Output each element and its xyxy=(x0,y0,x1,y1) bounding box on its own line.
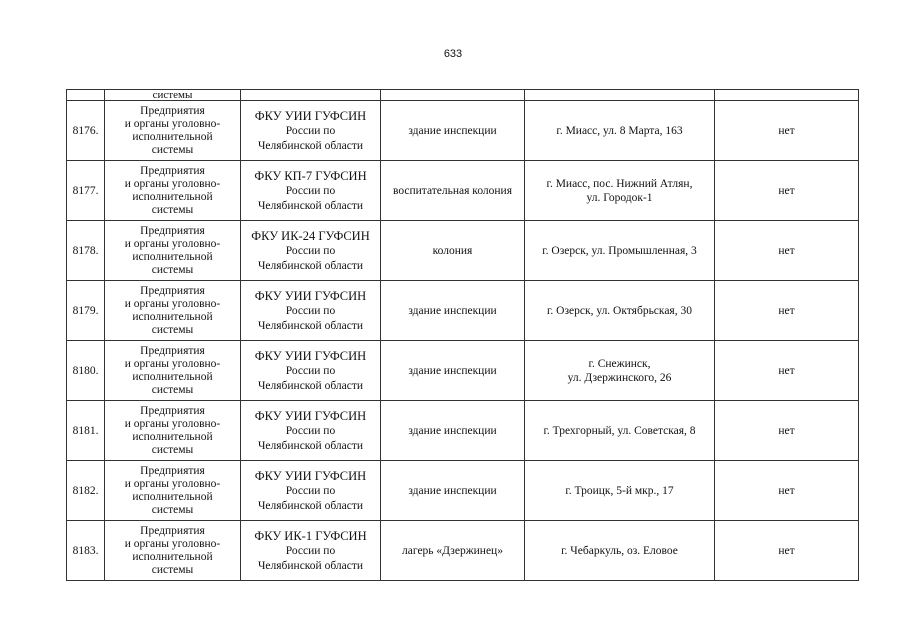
address-cell xyxy=(525,221,715,281)
row-number: 8177. xyxy=(67,161,105,221)
category-cell xyxy=(105,461,241,521)
address-cell xyxy=(525,521,715,581)
row-number: 8181. xyxy=(67,401,105,461)
status-cell: нет xyxy=(715,101,859,161)
organization-cell xyxy=(241,101,381,161)
organization-cell xyxy=(241,221,381,281)
organization-line: России по xyxy=(285,244,336,257)
organization-line: ФКУ ИК-1 ГУФСИН xyxy=(254,528,367,543)
continuation-address-cell xyxy=(525,90,715,101)
category-line: Предприятия xyxy=(140,224,205,237)
category-line: Предприятия xyxy=(140,344,205,357)
category-line: и органы уголовно- xyxy=(124,417,221,430)
address-line: ул. Городок-1 xyxy=(586,191,653,204)
category-cell xyxy=(105,281,241,341)
category-line: и органы уголовно- xyxy=(124,117,221,130)
address-line: г. Чебаркуль, оз. Еловое xyxy=(561,544,678,557)
organization-line: Челябинской области xyxy=(257,499,364,512)
table-row xyxy=(67,401,859,461)
address-line: ул. Дзержинского, 26 xyxy=(567,371,672,384)
category-line: системы xyxy=(151,143,194,156)
category-line: Предприятия xyxy=(140,464,205,477)
continuation-org-cell xyxy=(241,90,381,101)
object-cell: колония xyxy=(381,221,525,281)
status-cell: нет xyxy=(715,461,859,521)
organization-line: России по xyxy=(285,184,336,197)
category-cell xyxy=(105,521,241,581)
category-cell xyxy=(105,221,241,281)
category-line: и органы уголовно- xyxy=(124,537,221,550)
organization-cell xyxy=(241,341,381,401)
organization-line: Челябинской области xyxy=(257,199,364,212)
status-cell: нет xyxy=(715,281,859,341)
category-line: системы xyxy=(151,323,194,336)
object-cell: лагерь «Дзержинец» xyxy=(381,521,525,581)
organization-line: России по xyxy=(285,424,336,437)
row-number: 8180. xyxy=(67,341,105,401)
category-line: Предприятия xyxy=(140,104,205,117)
category-line: и органы уголовно- xyxy=(124,477,221,490)
category-line: исполнительной xyxy=(132,430,213,443)
organization-line: ФКУ УИИ ГУФСИН xyxy=(254,408,367,423)
status-cell: нет xyxy=(715,161,859,221)
organization-line: ФКУ УИИ ГУФСИН xyxy=(254,468,367,483)
category-line: и органы уголовно- xyxy=(124,297,221,310)
table-row xyxy=(67,101,859,161)
category-line: исполнительной xyxy=(132,190,213,203)
address-line: г. Трехгорный, ул. Советская, 8 xyxy=(543,424,696,437)
category-line: системы xyxy=(151,563,194,576)
category-line: и органы уголовно- xyxy=(124,357,221,370)
category-cell xyxy=(105,101,241,161)
category-line: и органы уголовно- xyxy=(124,237,221,250)
address-line: г. Миасс, ул. 8 Марта, 163 xyxy=(556,124,683,137)
status-cell: нет xyxy=(715,401,859,461)
category-cell xyxy=(105,161,241,221)
address-cell xyxy=(525,341,715,401)
organization-line: ФКУ УИИ ГУФСИН xyxy=(254,288,367,303)
object-cell: здание инспекции xyxy=(381,281,525,341)
organization-line: ФКУ УИИ ГУФСИН xyxy=(254,348,367,363)
status-cell: нет xyxy=(715,521,859,581)
category-line: Предприятия xyxy=(140,524,205,537)
organization-cell xyxy=(241,281,381,341)
table-row xyxy=(67,161,859,221)
organization-line: Челябинской области xyxy=(257,559,364,572)
row-number: 8183. xyxy=(67,521,105,581)
organization-cell xyxy=(241,161,381,221)
category-line: исполнительной xyxy=(132,550,213,563)
address-line: г. Озерск, ул. Октябрьская, 30 xyxy=(547,304,692,317)
category-line: Предприятия xyxy=(140,404,205,417)
continuation-status-cell xyxy=(715,90,859,101)
organization-cell xyxy=(241,461,381,521)
organization-line: Челябинской области xyxy=(257,319,364,332)
organization-line: ФКУ УИИ ГУФСИН xyxy=(254,108,367,123)
category-line: Предприятия xyxy=(140,164,205,177)
row-number: 8179. xyxy=(67,281,105,341)
organization-cell xyxy=(241,521,381,581)
category-cell xyxy=(105,401,241,461)
row-number: 8182. xyxy=(67,461,105,521)
address-line: г. Троицк, 5-й мкр., 17 xyxy=(565,484,674,497)
organization-line: Челябинской области xyxy=(257,259,364,272)
category-line: системы xyxy=(151,443,194,456)
address-cell xyxy=(525,161,715,221)
object-cell: воспитательная колония xyxy=(381,161,525,221)
category-line: Предприятия xyxy=(140,284,205,297)
registry-table xyxy=(66,89,859,581)
organization-line: Челябинской области xyxy=(257,139,364,152)
page-number: 633 xyxy=(443,48,463,60)
table-row xyxy=(67,521,859,581)
address-line: г. Миасс, пос. Нижний Атлян, xyxy=(546,177,693,190)
table-row xyxy=(67,461,859,521)
table-row xyxy=(67,281,859,341)
organization-line: ФКУ ИК-24 ГУФСИН xyxy=(251,228,370,243)
status-cell: нет xyxy=(715,341,859,401)
address-cell xyxy=(525,101,715,161)
address-cell xyxy=(525,281,715,341)
category-line: системы xyxy=(151,203,194,216)
continuation-row xyxy=(67,90,859,101)
category-line: исполнительной xyxy=(132,250,213,263)
category-line: исполнительной xyxy=(132,310,213,323)
category-line: исполнительной xyxy=(132,370,213,383)
status-cell: нет xyxy=(715,221,859,281)
category-cell xyxy=(105,341,241,401)
category-line: системы xyxy=(151,383,194,396)
organization-cell xyxy=(241,401,381,461)
address-cell xyxy=(525,401,715,461)
organization-line: Челябинской области xyxy=(257,439,364,452)
object-cell: здание инспекции xyxy=(381,401,525,461)
continuation-object-cell xyxy=(381,90,525,101)
address-line: г. Озерск, ул. Промышленная, 3 xyxy=(542,244,697,257)
organization-line: России по xyxy=(285,124,336,137)
address-line: г. Снежинск, xyxy=(588,357,651,370)
category-line: исполнительной xyxy=(132,490,213,503)
organization-line: России по xyxy=(285,544,336,557)
address-cell xyxy=(525,461,715,521)
category-line: и органы уголовно- xyxy=(124,177,221,190)
category-line: системы xyxy=(151,263,194,276)
registry-table-body xyxy=(67,90,859,581)
object-cell: здание инспекции xyxy=(381,461,525,521)
table-row xyxy=(67,221,859,281)
organization-line: России по xyxy=(285,364,336,377)
object-cell: здание инспекции xyxy=(381,341,525,401)
organization-line: Челябинской области xyxy=(257,379,364,392)
category-line: системы xyxy=(151,503,194,516)
object-cell: здание инспекции xyxy=(381,101,525,161)
organization-line: ФКУ КП-7 ГУФСИН xyxy=(254,168,367,183)
category-line: исполнительной xyxy=(132,130,213,143)
row-number: 8176. xyxy=(67,101,105,161)
continuation-category-cell: системы xyxy=(105,90,241,101)
table-row xyxy=(67,341,859,401)
continuation-num-cell xyxy=(67,90,105,101)
organization-line: России по xyxy=(285,484,336,497)
row-number: 8178. xyxy=(67,221,105,281)
organization-line: России по xyxy=(285,304,336,317)
